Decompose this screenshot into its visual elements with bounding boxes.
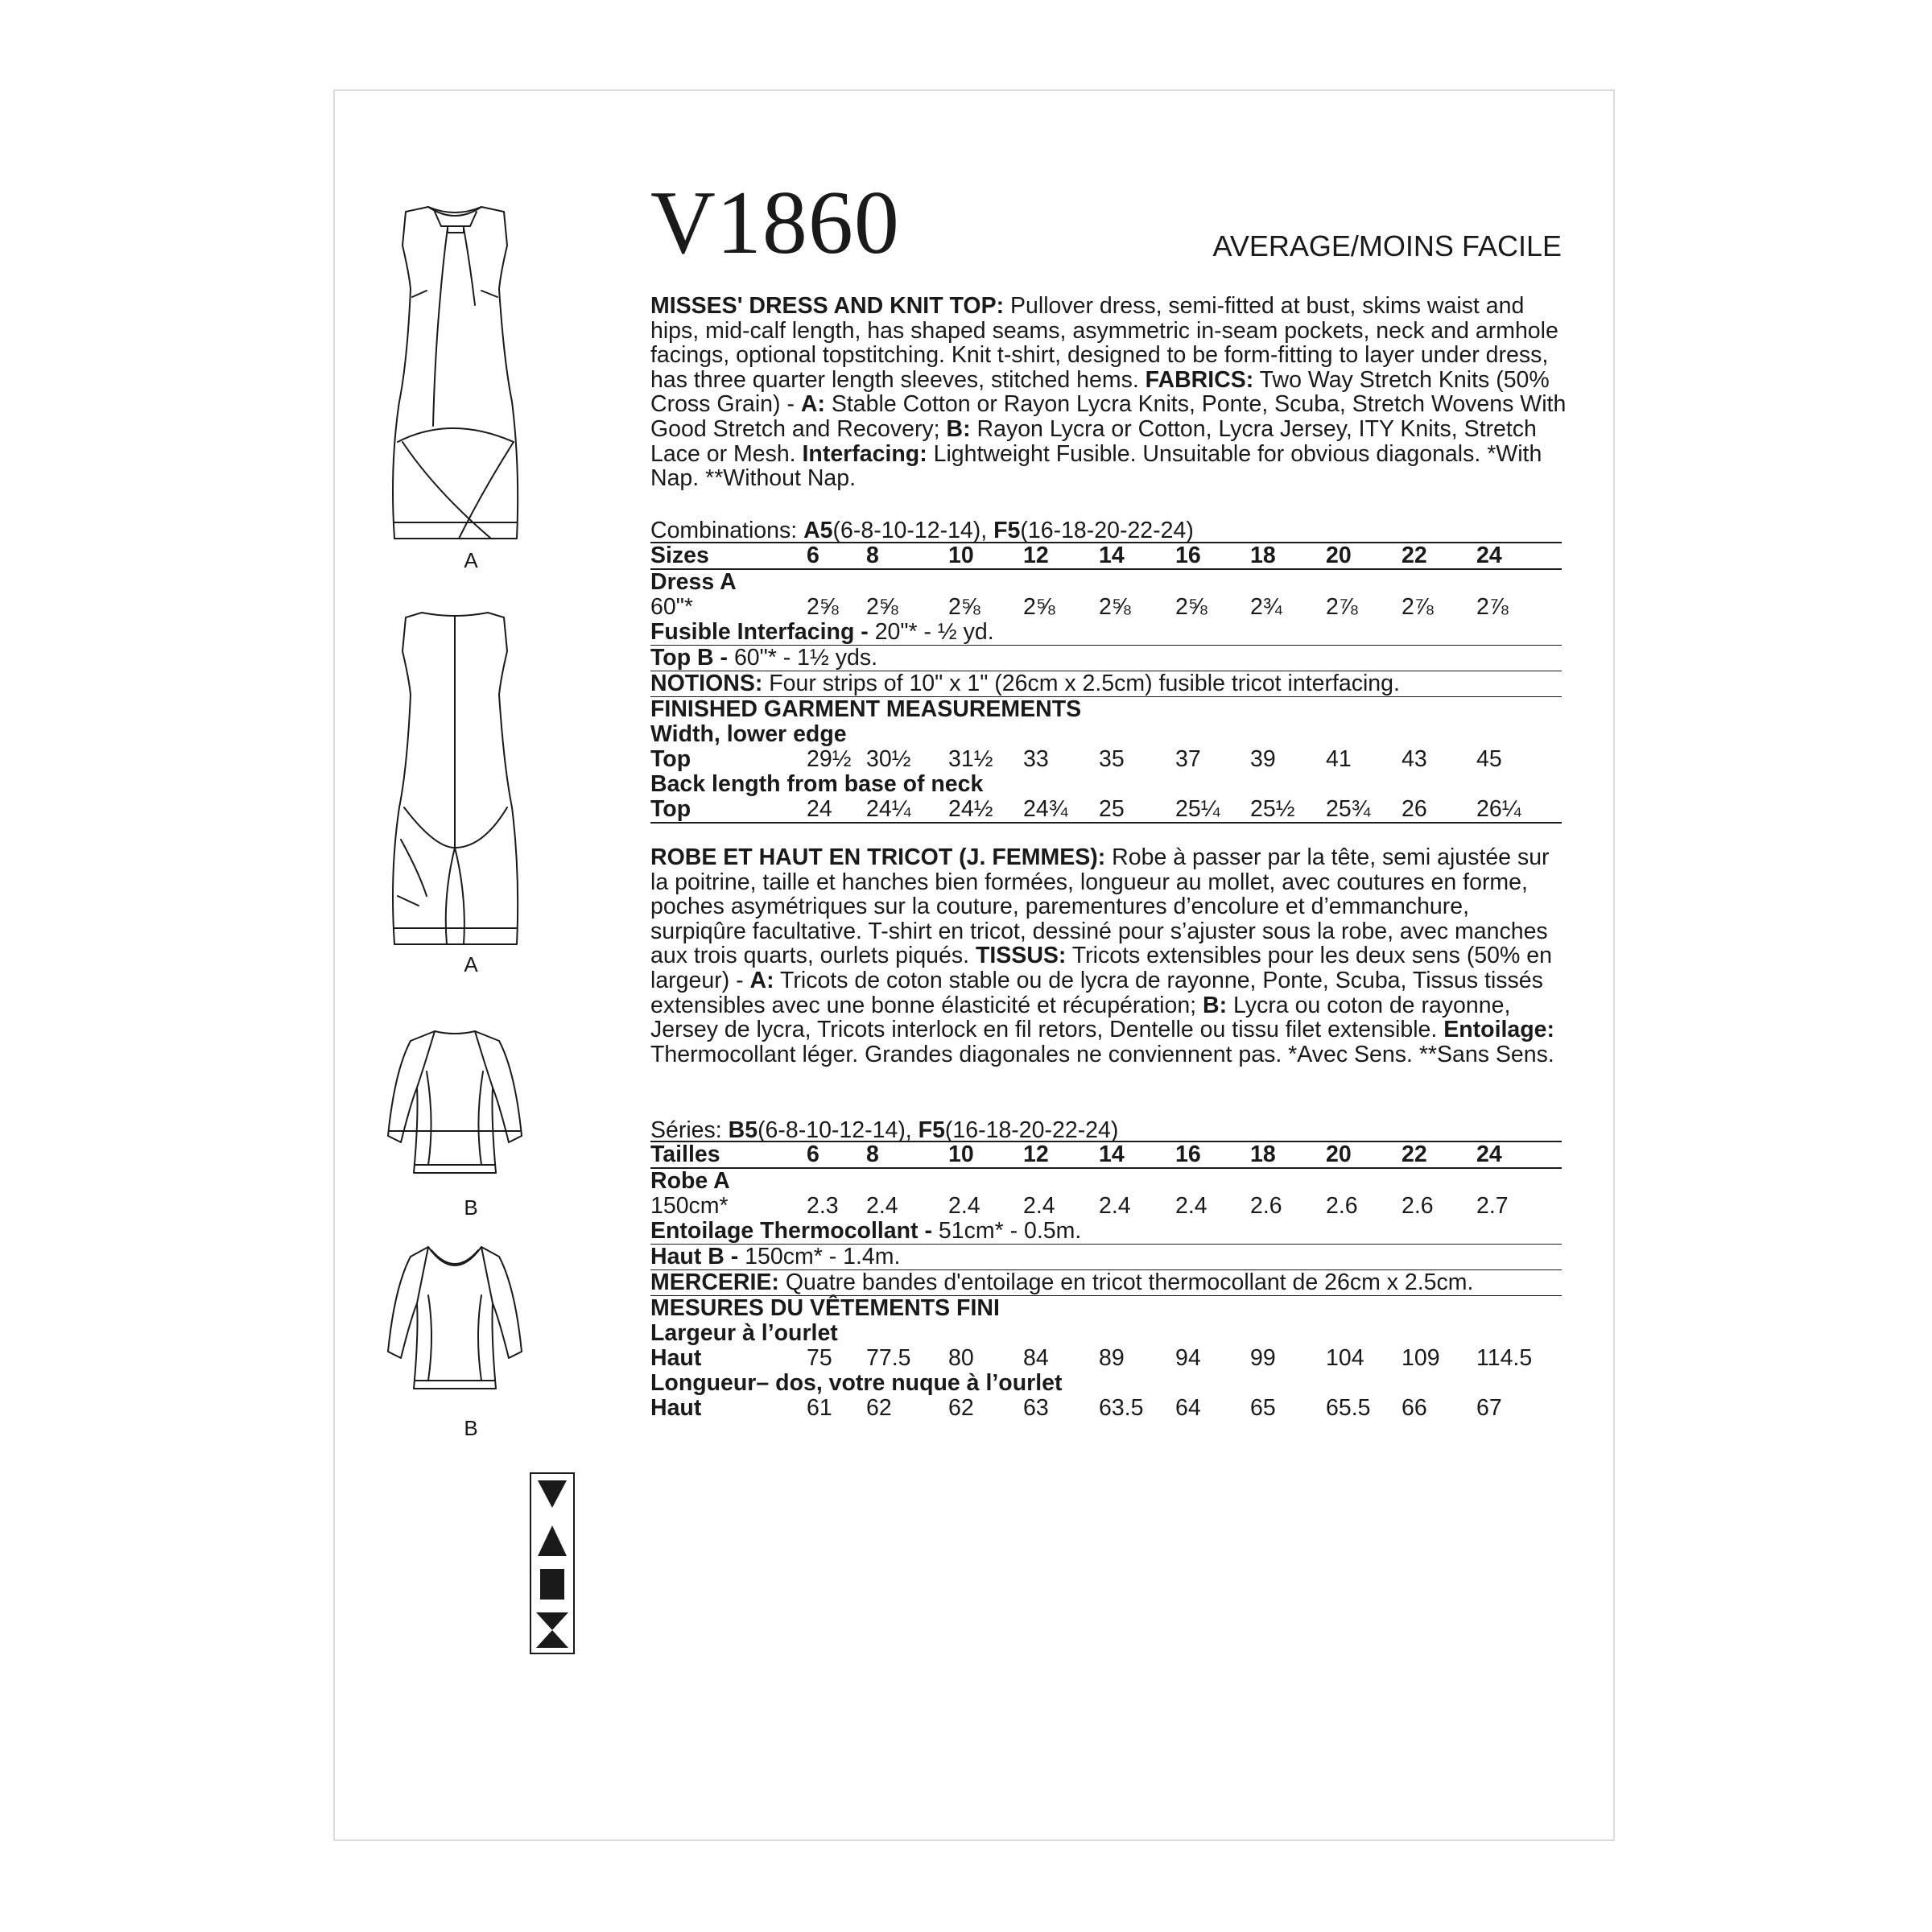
table-cell: 14 xyxy=(1099,543,1125,568)
table-cell: 2.4 xyxy=(1023,1193,1055,1219)
table-row xyxy=(650,1371,1562,1396)
table-row xyxy=(650,542,1562,570)
table-cell: 16 xyxy=(1175,1141,1201,1167)
length-label: Back length from base of neck xyxy=(650,771,984,797)
table-row xyxy=(650,620,1562,646)
table-cell: 25¾ xyxy=(1326,796,1371,822)
table-cell: 39 xyxy=(1250,746,1276,772)
description-keyword: B: xyxy=(946,415,971,442)
table-cell: 2⅝ xyxy=(807,594,839,620)
dress-front-sketch xyxy=(386,200,523,547)
table-row xyxy=(650,1141,1562,1169)
table-row xyxy=(650,747,1562,772)
table-row xyxy=(650,797,1562,824)
english-description xyxy=(650,294,1568,491)
description-keyword: MISSES' DRESS AND KNIT TOP: xyxy=(650,293,1005,319)
table-cell: 89 xyxy=(1099,1345,1125,1371)
table-row xyxy=(650,722,1562,747)
dress-back-sketch xyxy=(386,606,523,952)
description-text: Rayon Lycra or Cotton, Lycra Jersey, ITY Knits, Stretch Lace or Mesh. xyxy=(650,415,1537,467)
layout-symbols-legend xyxy=(530,1472,575,1654)
table-cell: 2⅝ xyxy=(1099,594,1131,620)
table-cell: 26 xyxy=(1402,796,1427,822)
sizes-label: Sizes xyxy=(650,543,709,568)
row-text: 20"* - ½ yd. xyxy=(868,619,994,645)
description-text: Two Way Stretch Knits (50% Cross Grain) - xyxy=(650,366,1550,418)
table-cell: 41 xyxy=(1326,746,1352,772)
table-cell: 6 xyxy=(807,1141,819,1167)
table-cell: 31½ xyxy=(948,746,993,772)
table-cell: 63 xyxy=(1023,1395,1049,1421)
description-text: Thermocollant léger. Grandes diagonales ne conviennent pas. *Avec Sens. **Sans Sens. xyxy=(650,1041,1554,1067)
table-cell: 24 xyxy=(1476,1141,1502,1167)
table-row xyxy=(650,595,1562,620)
table-cell: 2⅞ xyxy=(1476,594,1509,620)
table-cell: 12 xyxy=(1023,543,1049,568)
table-row xyxy=(650,646,1562,671)
description-text: Stable Cotton or Rayon Lycra Knits, Ponte, Scuba, Stretch Wovens With Good Stretch and Recovery; xyxy=(650,391,1567,442)
table-cell: 25¼ xyxy=(1175,796,1220,822)
table-cell: 20 xyxy=(1326,543,1352,568)
table-cell: 62 xyxy=(948,1395,974,1421)
table-row xyxy=(650,1219,1562,1245)
row-label: NOTIONS: xyxy=(650,671,763,696)
table-cell: 26¼ xyxy=(1476,796,1521,822)
table-cell: 12 xyxy=(1023,1141,1049,1167)
table-cell: 63.5 xyxy=(1099,1395,1144,1421)
table-cell: 30½ xyxy=(866,746,911,772)
table-cell: 61 xyxy=(807,1395,832,1421)
dress-label: Dress A xyxy=(650,569,737,595)
table-cell: 2.3 xyxy=(807,1193,839,1219)
french-yardage-table xyxy=(650,1141,1562,1421)
top-label: Haut xyxy=(650,1345,702,1371)
description-text: Tricots de coton stable ou de lycra de rayonne, Ponte, Scuba, Tissus tissés extensibles avec une bonne élasticité et récupération; xyxy=(650,967,1543,1018)
table-row xyxy=(650,1396,1562,1421)
table-cell: 109 xyxy=(1402,1345,1440,1371)
table-cell: 10 xyxy=(948,543,974,568)
square-icon xyxy=(540,1569,564,1600)
top-label: Haut xyxy=(650,1395,702,1421)
table-row xyxy=(650,1270,1562,1296)
table-row xyxy=(650,772,1562,797)
table-cell: 8 xyxy=(866,543,879,568)
description-text: Tricots extensibles pour les deux sens (50% en largeur) - xyxy=(650,943,1552,993)
description-text: Pullover dress, semi-fitted at bust, skims waist and hips, mid-calf length, has shaped seams, asymmetric in-seam pockets, neck and armhole facings, optional topstitching. Knit t-shirt, designed to be form-fitting to layer under dress, has three quarter length sleeves, stitched hems. xyxy=(650,293,1558,393)
length-label: Longueur– dos, votre nuque à l’ourlet xyxy=(650,1370,1063,1396)
table-cell: 65.5 xyxy=(1326,1395,1371,1421)
table-cell: 33 xyxy=(1023,746,1049,772)
fabric-width: 150cm* xyxy=(650,1193,729,1219)
table-cell: 62 xyxy=(866,1395,892,1421)
table-cell: 2⅝ xyxy=(866,594,898,620)
table-cell: 2⅝ xyxy=(1175,594,1208,620)
table-cell: 18 xyxy=(1250,1141,1276,1167)
table-cell: 2¾ xyxy=(1250,594,1282,620)
table-cell: 77.5 xyxy=(866,1345,911,1371)
description-text: Lycra ou coton de rayonne, Jersey de lycra, Tricots interlock en fil retors, Dentelle ou tissu filet extensible. xyxy=(650,992,1511,1043)
table-cell: 2.7 xyxy=(1476,1193,1509,1219)
pattern-number: V1860 xyxy=(650,173,900,273)
dress-label: Robe A xyxy=(650,1168,730,1194)
table-row xyxy=(650,570,1562,595)
top-front-sketch xyxy=(378,1239,531,1400)
table-cell: 22 xyxy=(1402,543,1427,568)
table-cell: 2.4 xyxy=(1099,1193,1131,1219)
width-label: Width, lower edge xyxy=(650,721,847,747)
table-cell: 25½ xyxy=(1250,796,1295,822)
table-cell: 2.4 xyxy=(866,1193,898,1219)
difficulty-level: AVERAGE/MOINS FACILE xyxy=(1212,229,1562,262)
table-cell: 35 xyxy=(1099,746,1125,772)
table-cell: 22 xyxy=(1402,1141,1427,1167)
table-cell: 2.6 xyxy=(1250,1193,1282,1219)
description-keyword: A: xyxy=(800,391,825,418)
hourglass-icon xyxy=(536,1612,568,1648)
up-triangle-icon xyxy=(538,1525,567,1556)
table-cell: 94 xyxy=(1175,1345,1201,1371)
table-row xyxy=(650,1169,1562,1194)
row-text: 150cm* - 1.4m. xyxy=(738,1244,901,1269)
table-cell: 16 xyxy=(1175,543,1201,568)
figure-label-dress-front: A xyxy=(464,548,478,572)
table-cell: 66 xyxy=(1402,1395,1427,1421)
table-cell: 104 xyxy=(1326,1345,1364,1371)
table-cell: 8 xyxy=(866,1141,879,1167)
table-cell: 25 xyxy=(1099,796,1125,822)
row-label: Top B - xyxy=(650,645,729,671)
table-cell: 43 xyxy=(1402,746,1427,772)
table-cell: 2⅝ xyxy=(948,594,980,620)
table-cell: 18 xyxy=(1250,543,1276,568)
table-cell: 2.6 xyxy=(1402,1193,1434,1219)
english-combinations: Combinations: A5(6-8-10-12-14), F5(16-18-20-22-24) xyxy=(650,518,1194,543)
sizes-label: Tailles xyxy=(650,1141,720,1167)
table-cell: 2⅞ xyxy=(1402,594,1434,620)
row-label: MERCERIE: xyxy=(650,1269,779,1295)
description-keyword: A: xyxy=(749,967,774,993)
french-description xyxy=(650,845,1568,1067)
finished-measurements-title: FINISHED GARMENT MEASUREMENTS xyxy=(650,696,1082,722)
figure-label-dress-back: A xyxy=(464,952,478,976)
english-yardage-table xyxy=(650,542,1562,824)
row-label: Entoilage Thermocollant - xyxy=(650,1218,932,1244)
row-text: 60"* - 1½ yds. xyxy=(728,645,877,671)
table-row xyxy=(650,1194,1562,1219)
table-cell: 24 xyxy=(1476,543,1502,568)
table-cell: 80 xyxy=(948,1345,974,1371)
table-row xyxy=(650,697,1562,722)
table-cell: 64 xyxy=(1175,1395,1201,1421)
description-keyword: ROBE ET HAUT EN TRICOT (J. FEMMES): xyxy=(650,844,1106,870)
table-cell: 114.5 xyxy=(1476,1345,1533,1371)
row-label: Haut B - xyxy=(650,1244,739,1269)
description-keyword: B: xyxy=(1203,992,1228,1018)
description-text: Robe à passer par la tête, semi ajustée sur la poitrine, taille et hanches bien formées, longueur au mollet, avec coutures en forme, poches asymétriques sur la couture, parementures d’encolure et d’emmanchure, surpiqûre facultative. T-shirt en tricot, dessiné pour s’ajuster sous la robe, avec manches aux trois quarts, ourlets piqués. xyxy=(650,844,1550,969)
table-row xyxy=(650,1245,1562,1270)
table-cell: 2.4 xyxy=(1175,1193,1208,1219)
figure-label-top-back: B xyxy=(464,1195,478,1220)
description-keyword: Entoilage: xyxy=(1443,1017,1555,1043)
table-cell: 2.4 xyxy=(948,1193,980,1219)
french-combinations: Séries: B5(6-8-10-12-14), F5(16-18-20-22-24) xyxy=(650,1117,1119,1143)
row-label: Fusible Interfacing - xyxy=(650,619,869,645)
table-cell: 65 xyxy=(1250,1395,1276,1421)
table-cell: 75 xyxy=(807,1345,832,1371)
description-keyword: Interfacing: xyxy=(802,440,927,467)
row-text: Quatre bandes d'entoilage en tricot thermocollant de 26cm x 2.5cm. xyxy=(778,1269,1474,1295)
table-cell: 29½ xyxy=(807,746,852,772)
table-cell: 2⅝ xyxy=(1023,594,1055,620)
table-row xyxy=(650,1321,1562,1346)
table-cell: 24¾ xyxy=(1023,796,1068,822)
top-label: Top xyxy=(650,746,691,772)
pattern-envelope-back xyxy=(333,89,1615,1841)
table-cell: 10 xyxy=(948,1141,974,1167)
figure-label-top-front: B xyxy=(464,1416,478,1440)
description-keyword: TISSUS: xyxy=(975,943,1067,969)
table-cell: 24¼ xyxy=(866,796,911,822)
down-triangle-icon xyxy=(538,1480,567,1508)
description-keyword: FABRICS: xyxy=(1145,366,1254,393)
table-cell: 24 xyxy=(807,796,832,822)
table-cell: 37 xyxy=(1175,746,1201,772)
table-cell: 2⅞ xyxy=(1326,594,1358,620)
width-label: Largeur à l’ourlet xyxy=(650,1320,838,1346)
table-cell: 14 xyxy=(1099,1141,1125,1167)
table-cell: 20 xyxy=(1326,1141,1352,1167)
table-row xyxy=(650,1296,1562,1321)
top-label: Top xyxy=(650,796,691,822)
row-text: 51cm* - 0.5m. xyxy=(931,1218,1082,1244)
table-cell: 6 xyxy=(807,543,819,568)
top-back-sketch xyxy=(378,1023,531,1184)
table-cell: 99 xyxy=(1250,1345,1276,1371)
table-cell: 24½ xyxy=(948,796,993,822)
table-cell: 2.6 xyxy=(1326,1193,1358,1219)
table-cell: 84 xyxy=(1023,1345,1049,1371)
description-text: Lightweight Fusible. Unsuitable for obvious diagonals. *With Nap. **Without Nap. xyxy=(650,440,1542,492)
row-text: Four strips of 10" x 1" (26cm x 2.5cm) fusible tricot interfacing. xyxy=(762,671,1400,696)
fabric-width: 60"* xyxy=(650,594,693,620)
table-cell: 45 xyxy=(1476,746,1502,772)
table-row xyxy=(650,671,1562,697)
table-row xyxy=(650,1346,1562,1371)
finished-measurements-title: MESURES DU VÊTEMENTS FINI xyxy=(650,1295,1000,1321)
table-cell: 67 xyxy=(1476,1395,1502,1421)
